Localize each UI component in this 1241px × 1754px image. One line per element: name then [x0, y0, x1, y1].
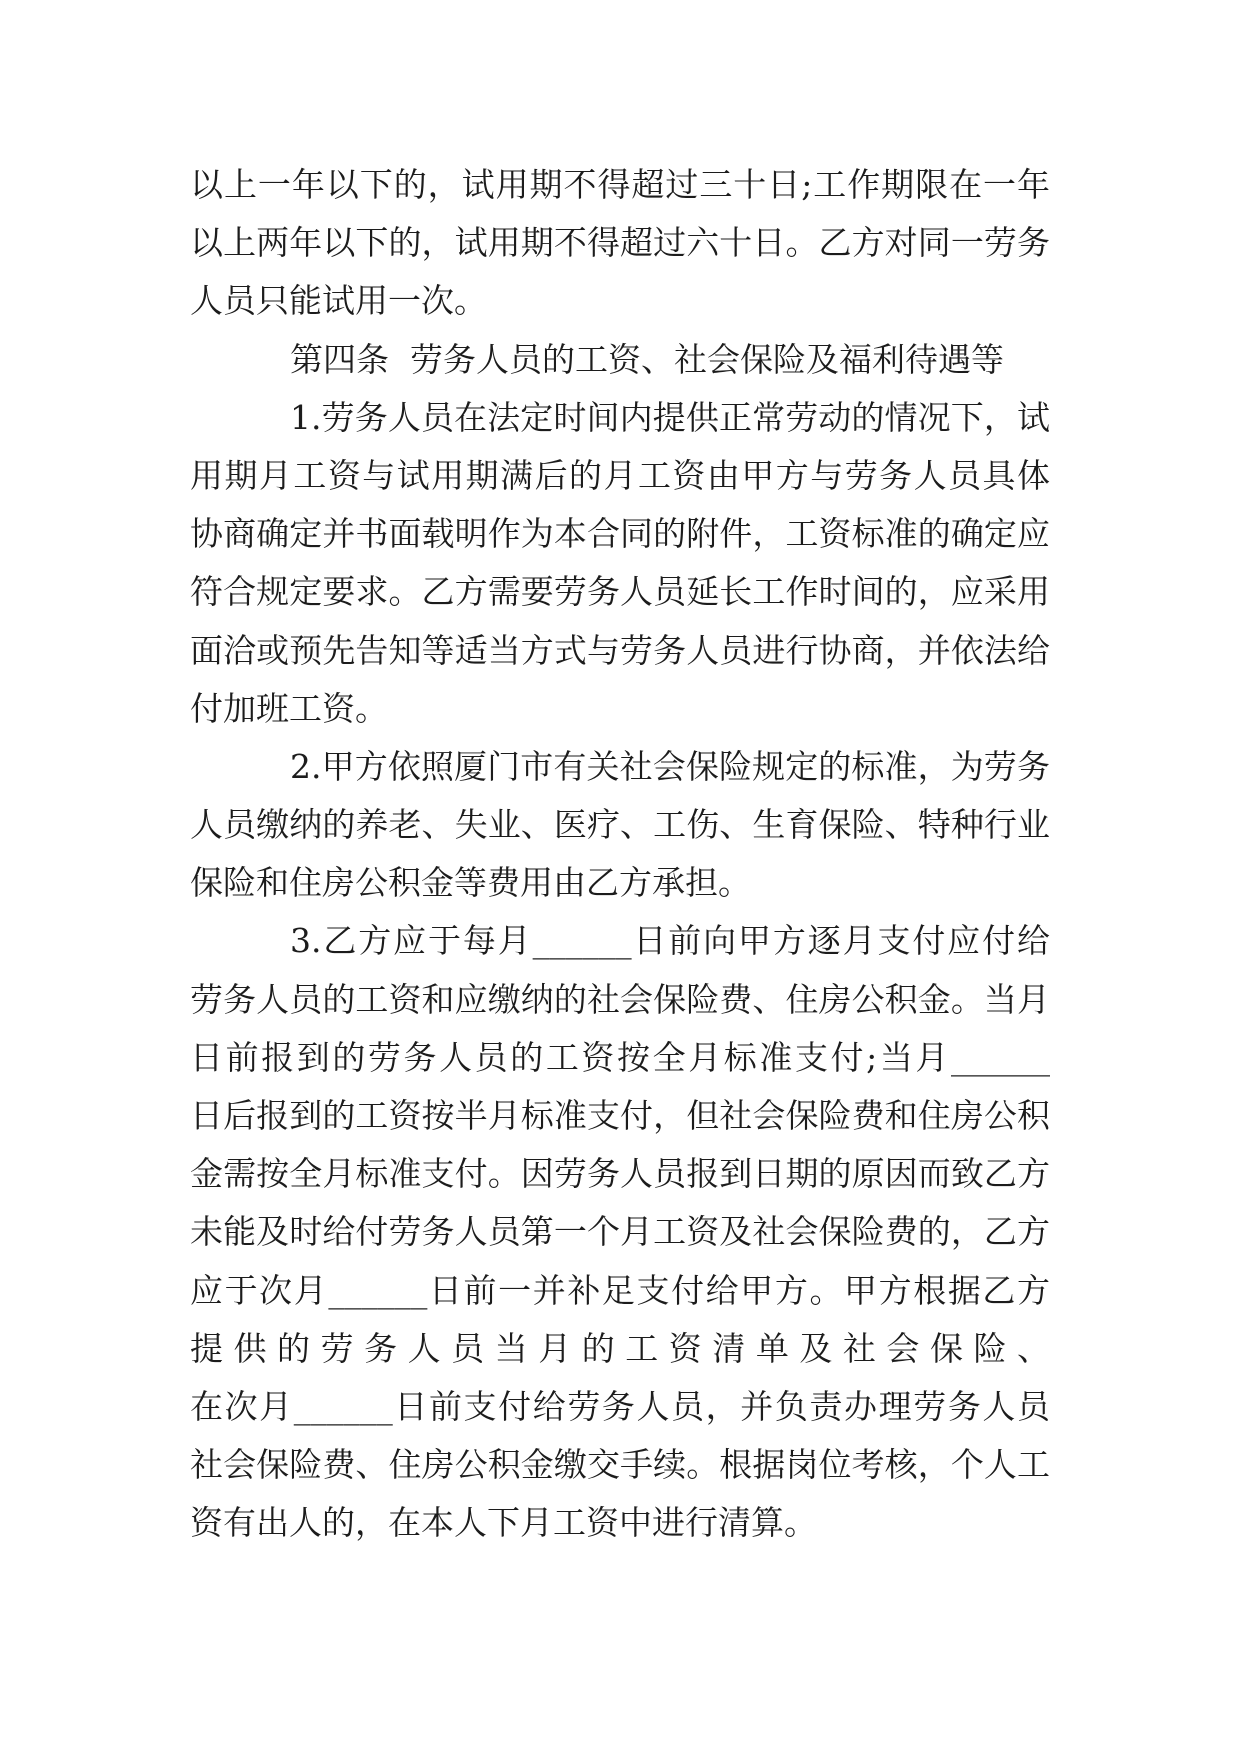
paragraph-item-3 [190, 912, 1050, 1552]
text-line: 3.乙方应于每月______日前向甲方逐月支付应付给 [290, 921, 1050, 961]
text-line: 劳务人员的工资和应缴纳的社会保险费、住房公积金。当月 [190, 979, 1050, 1019]
text-line: 以上一年以下的，试用期不得超过三十日;工作期限在一年 [190, 165, 1050, 204]
text-line: 人员缴纳的养老、失业、医疗、工伤、生育保险、特种行业 [190, 805, 1050, 845]
text-line: 日前报到的劳务人员的工资按全月标准支付;当月______ [190, 1037, 1050, 1077]
text-line: 日后报到的工资按半月标准支付，但社会保险费和住房公积 [190, 1096, 1050, 1135]
document-body [190, 156, 1050, 1553]
section-heading-text: 第四条 劳务人员的工资、社会保险及福利待遇等 [290, 339, 1004, 379]
text-line: 金需按全月标准支付。因劳务人员报到日期的原因而致乙方 [190, 1154, 1050, 1194]
text-line: 在次月______日前支付给劳务人员，并负责办理劳务人员 [190, 1386, 1050, 1426]
text-line: 人员只能试用一次。 [190, 281, 487, 321]
paragraph-trial-period [190, 156, 1050, 331]
text-line: 提供的劳务人员当月的工资清单及社会保险、 [190, 1328, 1050, 1368]
text-line: 以上两年以下的，试用期不得超过六十日。乙方对同一劳务 [190, 223, 1050, 263]
text-line: 2.甲方依照厦门市有关社会保险规定的标准，为劳务 [290, 746, 1050, 786]
text-line: 用期月工资与试用期满后的月工资由甲方与劳务人员具体 [190, 455, 1050, 495]
text-line: 资有出人的，在本人下月工资中进行清算。 [190, 1503, 817, 1543]
text-line: 1.劳务人员在法定时间内提供正常劳动的情况下，试 [290, 397, 1050, 437]
text-line: 保险和住房公积金等费用由乙方承担。 [190, 863, 751, 903]
text-line: 未能及时给付劳务人员第一个月工资及社会保险费的，乙方 [190, 1212, 1050, 1252]
text-line: 应于次月______日前一并补足支付给甲方。甲方根据乙方 [190, 1270, 1050, 1310]
paragraph-item-1 [190, 389, 1050, 738]
paragraph-item-2 [190, 738, 1050, 913]
section-heading [190, 331, 1050, 389]
text-line: 面洽或预先告知等适当方式与劳务人员进行协商，并依法给 [190, 630, 1050, 670]
text-line: 符合规定要求。乙方需要劳务人员延长工作时间的，应采用 [190, 572, 1050, 612]
text-line: 付加班工资。 [190, 688, 388, 728]
text-line: 协商确定并书面载明作为本合同的附件，工资标准的确定应 [190, 514, 1050, 554]
text-line: 社会保险费、住房公积金缴交手续。根据岗位考核，个人工 [190, 1445, 1050, 1485]
